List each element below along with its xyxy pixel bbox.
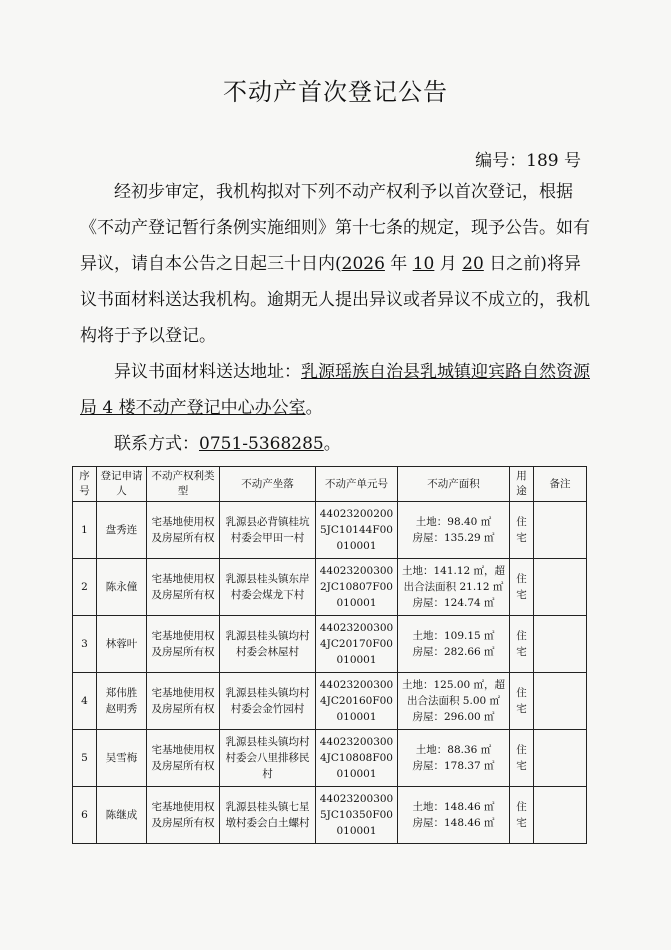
- cell-applicant: 吴雪梅: [97, 730, 147, 787]
- contact-label: 联系方式：: [114, 434, 199, 454]
- header-applicant: 登记申请人: [97, 467, 147, 502]
- cell-location: 乳源县必背镇桂坑村委会甲田一村: [220, 502, 316, 559]
- cell-right-type: 宅基地使用权及房屋所有权: [147, 730, 220, 787]
- cell-area: 土地：109.15 ㎡ 房屋：282.66 ㎡: [398, 616, 510, 673]
- cell-location: 乳源县桂头镇七星墩村委会白土螺村: [220, 787, 316, 844]
- header-location: 不动产坐落: [220, 467, 316, 502]
- notice-title: 不动产首次登记公告: [223, 78, 448, 106]
- cell-no: 4: [73, 673, 97, 730]
- cell-remark: [534, 502, 587, 559]
- table-row: [73, 730, 587, 787]
- p1-text-a: 经初步审定，我机构拟对下列不动产权利予以首次登记，根据《不动产登记暂行条例实施细则》第十七条的规定，现予公告。如有异议，请自本公告之日起三十日内(: [80, 182, 590, 274]
- cell-remark: [534, 730, 587, 787]
- cell-use: 住宅: [510, 502, 534, 559]
- contact-phone: 0751-5368285: [199, 434, 324, 454]
- cell-use: 住宅: [510, 673, 534, 730]
- address-value: 乳源瑶族自治县乳城镇迎宾路自然资源局 4 楼不动产登记中心办公室: [80, 362, 590, 418]
- header-right-type: 不动产权利类型: [147, 467, 220, 502]
- registration-table: [72, 466, 587, 844]
- cell-use: 住宅: [510, 730, 534, 787]
- cell-applicant: 陈继成: [97, 787, 147, 844]
- cell-area: 土地：125.00 ㎡，超出合法面积 5.00 ㎡ 房屋：296.00 ㎡: [398, 673, 510, 730]
- table-row: [73, 787, 587, 844]
- cell-use: 住宅: [510, 559, 534, 616]
- serial-number: 编号：189 号: [475, 151, 581, 171]
- table-row: [73, 673, 587, 730]
- contact-end: 。: [323, 434, 341, 454]
- cell-no: 3: [73, 616, 97, 673]
- deadline-year: 2026: [341, 254, 385, 274]
- cell-applicant: 陈永僮: [97, 559, 147, 616]
- cell-use: 住宅: [510, 787, 534, 844]
- cell-location: 乳源县桂头镇均村村委会八里排移民村: [220, 730, 316, 787]
- cell-area: 土地：148.46 ㎡ 房屋：148.46 ㎡: [398, 787, 510, 844]
- table-row: [73, 502, 587, 559]
- cell-applicant: 盘秀连: [97, 502, 147, 559]
- deadline-month: 10: [412, 254, 435, 274]
- header-no: 序号: [73, 467, 97, 502]
- cell-right-type: 宅基地使用权及房屋所有权: [147, 673, 220, 730]
- notice-paragraph-1: [80, 174, 592, 354]
- cell-right-type: 宅基地使用权及房屋所有权: [147, 787, 220, 844]
- address-label: 异议书面材料送达地址：: [114, 362, 301, 382]
- cell-unit: 440232003004JC10808F00010001: [316, 730, 398, 787]
- cell-use: 住宅: [510, 616, 534, 673]
- cell-right-type: 宅基地使用权及房屋所有权: [147, 502, 220, 559]
- table-row: [73, 616, 587, 673]
- header-unit: 不动产单元号: [316, 467, 398, 502]
- p1-text-b: 年: [384, 254, 413, 274]
- cell-right-type: 宅基地使用权及房屋所有权: [147, 616, 220, 673]
- table-header-row: [73, 467, 587, 502]
- cell-unit: 440232003004JC20170F00010001: [316, 616, 398, 673]
- cell-location: 乳源县桂头镇均村村委会林屋村: [220, 616, 316, 673]
- cell-area: 土地：141.12 ㎡，超出合法面积 21.12 ㎡ 房屋：124.74 ㎡: [398, 559, 510, 616]
- cell-unit: 440232003004JC20160F00010001: [316, 673, 398, 730]
- cell-no: 6: [73, 787, 97, 844]
- cell-right-type: 宅基地使用权及房屋所有权: [147, 559, 220, 616]
- cell-remark: [534, 559, 587, 616]
- cell-applicant: 林蓉叶: [97, 616, 147, 673]
- cell-unit: 440232003002JC10807F00010001: [316, 559, 398, 616]
- notice-paragraph-2: [80, 354, 592, 426]
- cell-area: 土地：88.36 ㎡ 房屋：178.37 ㎡: [398, 730, 510, 787]
- header-area: 不动产面积: [398, 467, 510, 502]
- cell-remark: [534, 673, 587, 730]
- cell-location: 乳源县桂头镇均村村委会金竹园村: [220, 673, 316, 730]
- cell-location: 乳源县桂头镇东岸村委会煤龙下村: [220, 559, 316, 616]
- cell-unit: 440232003005JC10350F00010001: [316, 787, 398, 844]
- cell-unit: 440232002005JC10144F00010001: [316, 502, 398, 559]
- cell-remark: [534, 787, 587, 844]
- cell-no: 1: [73, 502, 97, 559]
- table-row: [73, 559, 587, 616]
- p1-text-c: 月: [434, 254, 463, 274]
- deadline-day: 20: [462, 254, 484, 274]
- cell-remark: [534, 616, 587, 673]
- cell-no: 5: [73, 730, 97, 787]
- header-remark: 备注: [534, 467, 587, 502]
- notice-paragraph-3: [80, 426, 592, 462]
- cell-no: 2: [73, 559, 97, 616]
- p1-text-d: 日之前)将异议书面材料送达我机构。逾期无人提出异议或者异议不成立的，我机构将于予以登记。: [80, 254, 590, 346]
- header-use: 用途: [510, 467, 534, 502]
- cell-area: 土地：98.40 ㎡ 房屋：135.29 ㎡: [398, 502, 510, 559]
- cell-applicant: 郑伟胜 赵明秀: [97, 673, 147, 730]
- address-end: 。: [305, 398, 323, 418]
